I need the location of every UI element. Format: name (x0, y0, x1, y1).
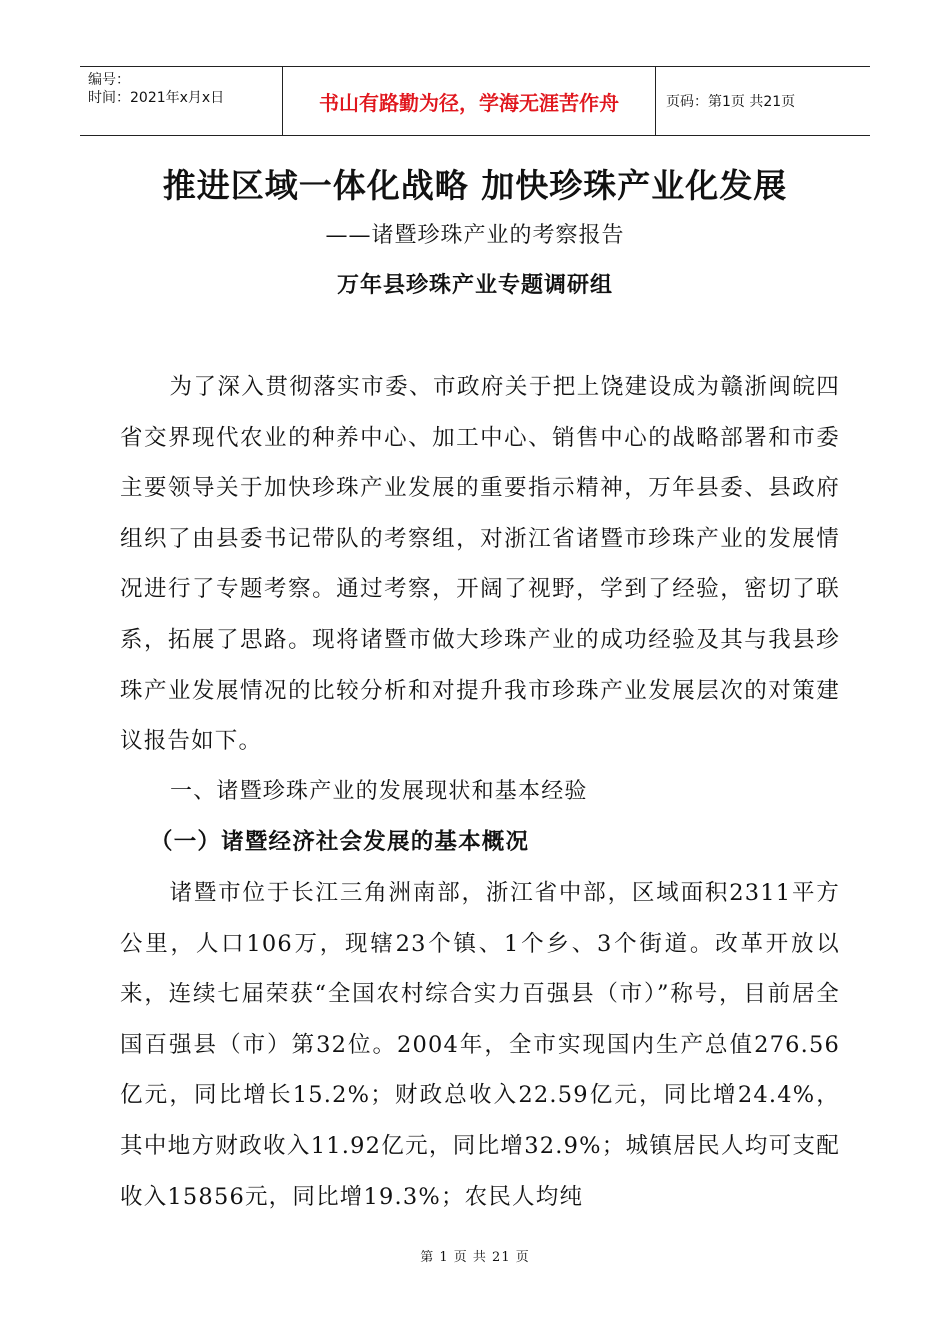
header-page-info: 页码：第1页 共21页 (666, 94, 796, 110)
header-motto: 书山有路勤为径，学海无涯苦作舟 (283, 67, 656, 135)
section-heading-1-1: （一）诸暨经济社会发展的基本概况 (150, 829, 530, 856)
number-label: 编号： (88, 72, 130, 88)
document-author: 万年县珍珠产业专题调研组 (336, 272, 613, 298)
section-heading-1: 一、诸暨珍珠产业的发展现状和基本经验 (170, 778, 588, 804)
page-footer: 第 1 页 共 21 页 (420, 1250, 530, 1265)
document-subtitle: ——诸暨珍珠产业的考察报告 (325, 223, 625, 248)
time-label: 时间：2021年x月x日 (88, 90, 225, 106)
document-body (120, 362, 840, 1222)
header-meta-cell (80, 67, 283, 135)
document-header-table (80, 66, 870, 136)
section-paragraph: 诸暨市位于长江三角洲南部，浙江省中部，区域面积2311平方公里，人口106万，现辖23个镇、1个乡、3个街道。改革开放以来，连续七届荣获“全国农村综合实力百强县（市）”称号，目前居全国百强县（市）第32位。2004年，全市实现国内生产总值276.56亿元，同比增长15.2%；财政总收入22.59亿元，同比增24.4%，其中地方财政收入11.92亿元，同比增32.9%；城镇居民人均可支配收入15856元，同比增19.3%；农民人均纯 (120, 879, 840, 1210)
intro-paragraph: 为了深入贯彻落实市委、市政府关于把上饶建设成为赣浙闽皖四省交界现代农业的种养中心、加工中心、销售中心的战略部署和市委主要领导关于加快珍珠产业发展的重要指示精神，万年县委、县政府组织了由县委书记带队的考察组，对浙江省诸暨市珍珠产业的发展情况进行了专题考察。通过考察，开阔了视野，学到了经验，密切了联系，拓展了思路。现将诸暨市做大珍珠产业的成功经验及其与我县珍珠产业发展情况的比较分析和对提升我市珍珠产业发展层次的对策建议报告如下。 (120, 374, 840, 755)
document-title: 推进区域一体化战略 加快珍珠产业化发展 (162, 166, 788, 205)
